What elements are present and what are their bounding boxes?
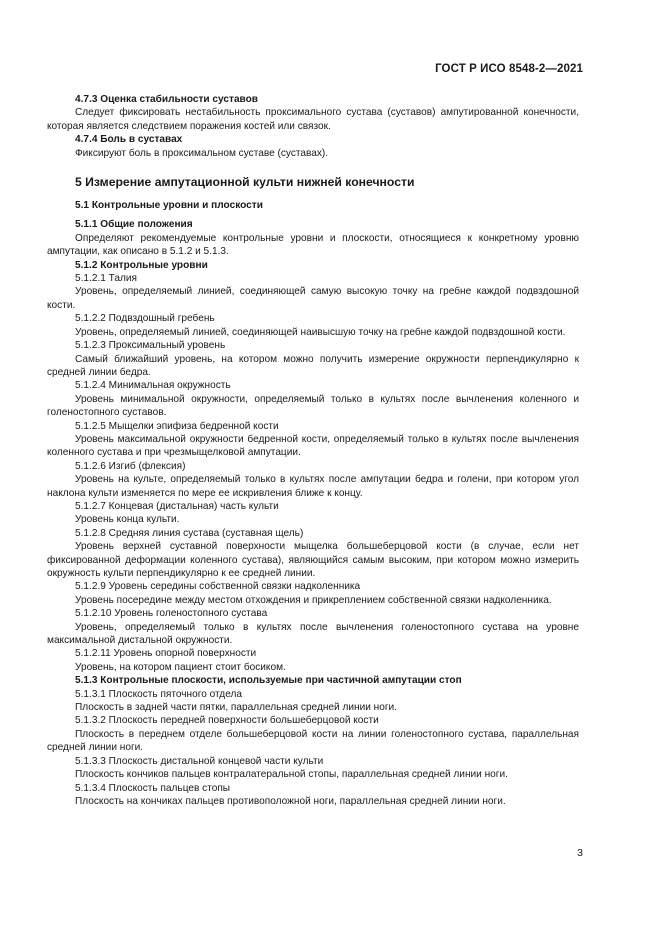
- subsection-heading: 5.1.2.1 Талия: [75, 273, 137, 285]
- paragraph: Уровень, на котором пациент стоит босиком.: [75, 661, 286, 673]
- paragraph: Уровень, определяемый линией, соединяющей самую высокую точку на гребне каждой подвздошной кости.: [47, 286, 579, 311]
- paragraph: Определяют рекомендуемые контрольные уровни и плоскости, относящиеся к конкретному уровню ампутации, как описано в 5.1.2 и 5.1.3.: [47, 232, 579, 258]
- subsection-heading: 5.1.2.10 Уровень голеностопного сустава: [75, 608, 268, 620]
- paragraph: Уровень верхней суставной поверхности мыщелка большеберцовой кости (в случае, если нет фиксированной деформации коленного сустава), являющийся самым высоким, при котором можно измерить окружность культи перпендикулярно к ее средней линии.: [47, 541, 579, 579]
- paragraph: Фиксируют боль в проксимальном суставе (суставах).: [75, 147, 329, 159]
- section-heading: 5.1.2 Контрольные уровни: [75, 259, 208, 271]
- section-heading: 4.7.4 Боль в суставах: [75, 134, 183, 146]
- subsection-heading: 5.1.2.9 Уровень середины собственной связки надколенника: [75, 581, 361, 593]
- page-number: 3: [577, 847, 583, 859]
- paragraph: Следует фиксировать нестабильность проксимального сустава (суставов) ампутированной конечности, которая является следствием поражения костей или связок.: [47, 107, 579, 132]
- subsection-heading: 5.1.2.5 Мыщелки эпифиза бедренной кости: [75, 420, 279, 432]
- subsection-heading: 5.1.2.6 Изгиб (флексия): [75, 460, 186, 472]
- paragraph: Уровень, определяемый линией, соединяющей наивысшую точку на гребне каждой подвздошной кости.: [75, 326, 566, 338]
- paragraph: Плоскость в задней части пятки, параллельная средней линии ноги.: [75, 702, 397, 714]
- subsection-heading: 5.1.2.7 Концевая (дистальная) часть культи: [75, 500, 279, 512]
- section-heading: 5.1.3 Контрольные плоскости, используемые при частичной ампутации стоп: [75, 675, 462, 687]
- paragraph: Уровень на культе, определяемый только в культях после ампутации бедра и голени, при котором угол наклона культи изменяется по мере ее искривления ближе к концу.: [47, 474, 579, 499]
- paragraph: Плоскость на кончиках пальцев противоположной ноги, параллельная средней линии ноги.: [75, 795, 506, 807]
- subsection-heading: 5.1.2.4 Минимальная окружность: [75, 380, 231, 392]
- paragraph: Плоскость в переднем отделе большеберцовой кости на линии голеностопного сустава, параллельная средней линии ноги.: [47, 728, 579, 754]
- paragraph: Уровень посередине между местом отхождения и прикреплением собственной связки надколенника.: [75, 594, 552, 606]
- document-header: ГОСТ Р ИСО 8548-2—2021: [435, 63, 583, 75]
- paragraph: Самый ближайший уровень, на котором можно получить измерение окружности перпендикулярно к средней линии бедра.: [47, 353, 579, 378]
- paragraph: Плоскость кончиков пальцев контралатеральной стопы, параллельная средней линии ноги.: [75, 769, 508, 781]
- subsection-heading: 5.1.3.1 Плоскость пяточного отдела: [75, 688, 242, 700]
- section-heading: 4.7.3 Оценка стабильности суставов: [75, 94, 259, 105]
- subsection-heading: 5.1.3.3 Плоскость дистальной концевой части культи: [75, 755, 324, 767]
- paragraph: Уровень конца культи.: [75, 514, 180, 526]
- paragraph: Уровень максимальной окружности бедренной кости, определяемый только в культях после вычленения коленного сустава и при чрезмыщелковой ампутации.: [47, 433, 579, 459]
- subsection-heading: 5.1.2.2 Подвздошный гребень: [75, 313, 215, 325]
- subsection-heading: 5.1.3.4 Плоскость пальцев стопы: [75, 782, 231, 794]
- paragraph: Уровень, определяемый только в культях после вычленения голеностопного сустава на уровне максимальной дистальной окружности.: [47, 621, 579, 647]
- chapter-heading: 5 Измерение ампутационной культи нижней конечности: [75, 175, 415, 190]
- subsection-heading: 5.1.2.3 Проксимальный уровень: [75, 340, 226, 352]
- subsection-heading: 5.1.2.8 Средняя линия сустава (суставная щель): [75, 527, 304, 539]
- subsection-heading: 5.1.2.11 Уровень опорной поверхности: [75, 648, 257, 660]
- section-heading: 5.1.1 Общие положения: [75, 219, 193, 231]
- subsection-heading: 5.1.3.2 Плоскость передней поверхности большеберцовой кости: [75, 715, 379, 727]
- paragraph: Уровень минимальной окружности, определяемый только в культях после вычленения коленного и голеностопного суставов.: [47, 393, 579, 419]
- page-body: [47, 93, 579, 808]
- section-heading: 5.1 Контрольные уровни и плоскости: [75, 200, 263, 212]
